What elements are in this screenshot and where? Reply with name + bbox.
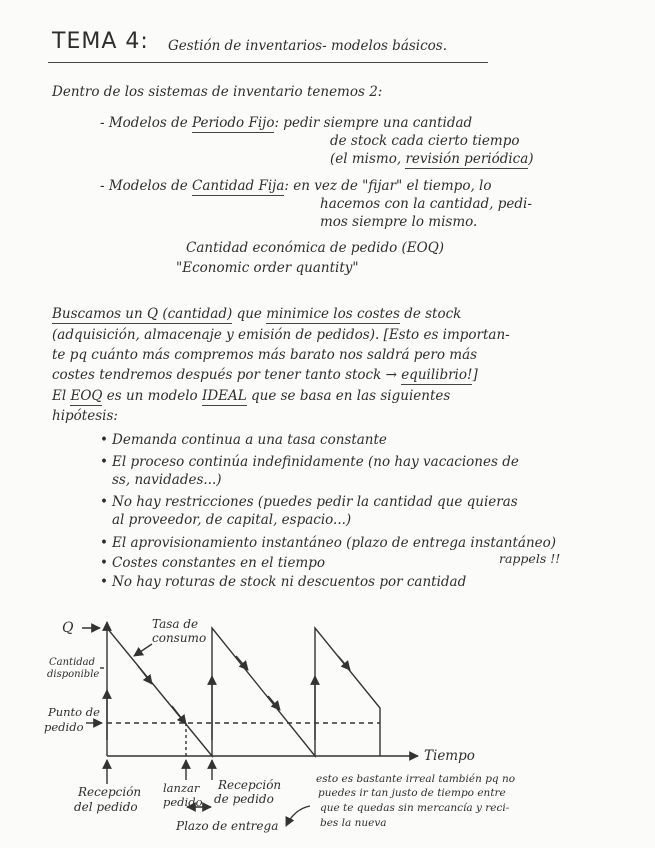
cantidad-fija-prefix: - Modelos de xyxy=(100,178,188,194)
hypothesis-item-cont: al proveedor, de capital, espacio...) xyxy=(112,512,352,528)
para-line2: (adquisición, almacenaje y emisión de pedidos). [Esto es importan- xyxy=(52,327,510,343)
eoq-abbr: EOQ xyxy=(70,388,103,404)
recepcion2-label-1: Recepción xyxy=(218,778,282,792)
periodo-fijo-name: Periodo Fijo xyxy=(192,115,275,131)
note-arrow xyxy=(286,806,310,826)
revision-periodica: revisión periódica xyxy=(405,151,529,167)
para-line4-post: ] xyxy=(472,367,478,383)
tema-number: TEMA 4 xyxy=(52,29,141,54)
hypothesis-item: • Costes constantes en el tiempo xyxy=(112,557,325,571)
lanzar-label-1: lanzar xyxy=(163,781,200,795)
para-line4-pre: costes tendremos después por tener tanto stock → xyxy=(52,367,402,383)
tasa-pointer xyxy=(134,644,152,656)
periodo-fijo-desc2: de stock cada cierto tiempo xyxy=(330,133,520,149)
ideal: IDEAL xyxy=(201,388,247,404)
consumption-arrow xyxy=(172,706,186,724)
cantidad-fija-desc2: hacemos con la cantidad, pedi- xyxy=(320,196,532,212)
cantidad-label-2: disponible xyxy=(47,669,100,680)
q-label: Q xyxy=(62,620,74,636)
consumption-arrow xyxy=(268,696,280,710)
equilibrio: equilibrio! xyxy=(401,367,473,383)
eoq-line1: Cantidad económica de pedido (EOQ) xyxy=(186,240,445,256)
para-line3: te pq cuánto más compremos más barato nos saldrá pero más xyxy=(52,347,478,363)
buscamos-q: Buscamos un Q (cantidad) xyxy=(52,306,233,322)
punto-label-2: pedido xyxy=(44,720,84,734)
page-title: Gestión de inventarios- modelos básicos. xyxy=(168,38,448,54)
tiempo-label: Tiempo xyxy=(424,748,475,764)
cantidad-fija-desc3: mos siempre lo mismo. xyxy=(320,214,478,230)
para-siguientes: que se basa en las siguientes xyxy=(251,388,451,404)
punto-label-1: Punto de xyxy=(48,705,100,719)
para-que: que xyxy=(236,306,262,322)
recepcion2-label-2: de pedido xyxy=(214,792,274,806)
periodo-fijo-prefix: - Modelos de xyxy=(100,115,188,131)
consumption-arrow xyxy=(338,656,350,670)
note-line: que te quedas sin mercancía y reci- xyxy=(320,802,510,814)
cantidad-fija-name: Cantidad Fija xyxy=(192,178,285,194)
note-line: puedes ir tan justo de tiempo entre xyxy=(318,787,506,799)
hypothesis-item: • No hay restricciones (puedes pedir la cantidad que quieras xyxy=(112,496,518,510)
intro-text: Dentro de los sistemas de inventario tenemos 2: xyxy=(52,84,383,100)
para-modelo: es un modelo xyxy=(106,388,198,404)
consumption-arrow xyxy=(236,656,248,670)
minimice-costes: minimice los costes xyxy=(266,306,400,322)
tasa-label-1: Tasa de xyxy=(152,617,199,631)
para-de-stock: de stock xyxy=(404,306,462,322)
recepcion-pedido-2: del pedido xyxy=(74,800,138,814)
hypothesis-item-cont: ss, navidades...) xyxy=(112,472,222,488)
rappels-note: rappels !! xyxy=(499,551,561,566)
cantidad-label-1: Cantidad xyxy=(49,657,96,668)
lanzar-label-2: pedido xyxy=(163,795,203,809)
hypothesis-item: • Demanda continua a una tasa constante xyxy=(112,434,387,448)
plazo-label: Plazo de entrega xyxy=(176,819,279,833)
periodo-fijo-desc1: : pedir siempre una cantidad xyxy=(274,115,473,131)
tema-separator: : xyxy=(140,29,149,54)
para-el: El xyxy=(52,388,67,404)
recepcion-pedido-1: Recepción xyxy=(78,785,142,799)
note-line: esto es bastante irreal también pq no xyxy=(316,773,516,785)
note-line: bes la nueva xyxy=(320,817,387,829)
periodo-fijo-desc3-pre: (el mismo, xyxy=(330,151,402,167)
cantidad-fija-desc1: : en vez de "fijar" el tiempo, lo xyxy=(284,178,492,194)
hypothesis-item: • No hay roturas de stock ni descuentos por cantidad xyxy=(112,576,466,590)
periodo-fijo-desc3-post: ) xyxy=(528,151,534,167)
consumption-arrow xyxy=(138,666,152,684)
para-line6: hipótesis: xyxy=(52,408,118,424)
hypothesis-item: • El proceso continúa indefinidamente (no hay vacaciones de xyxy=(112,456,519,470)
eoq-line2: "Economic order quantity" xyxy=(176,260,359,276)
hypothesis-item: • El aprovisionamiento instantáneo (plazo de entrega instantáneo) xyxy=(112,537,556,551)
tasa-label-2: consumo xyxy=(152,631,207,645)
